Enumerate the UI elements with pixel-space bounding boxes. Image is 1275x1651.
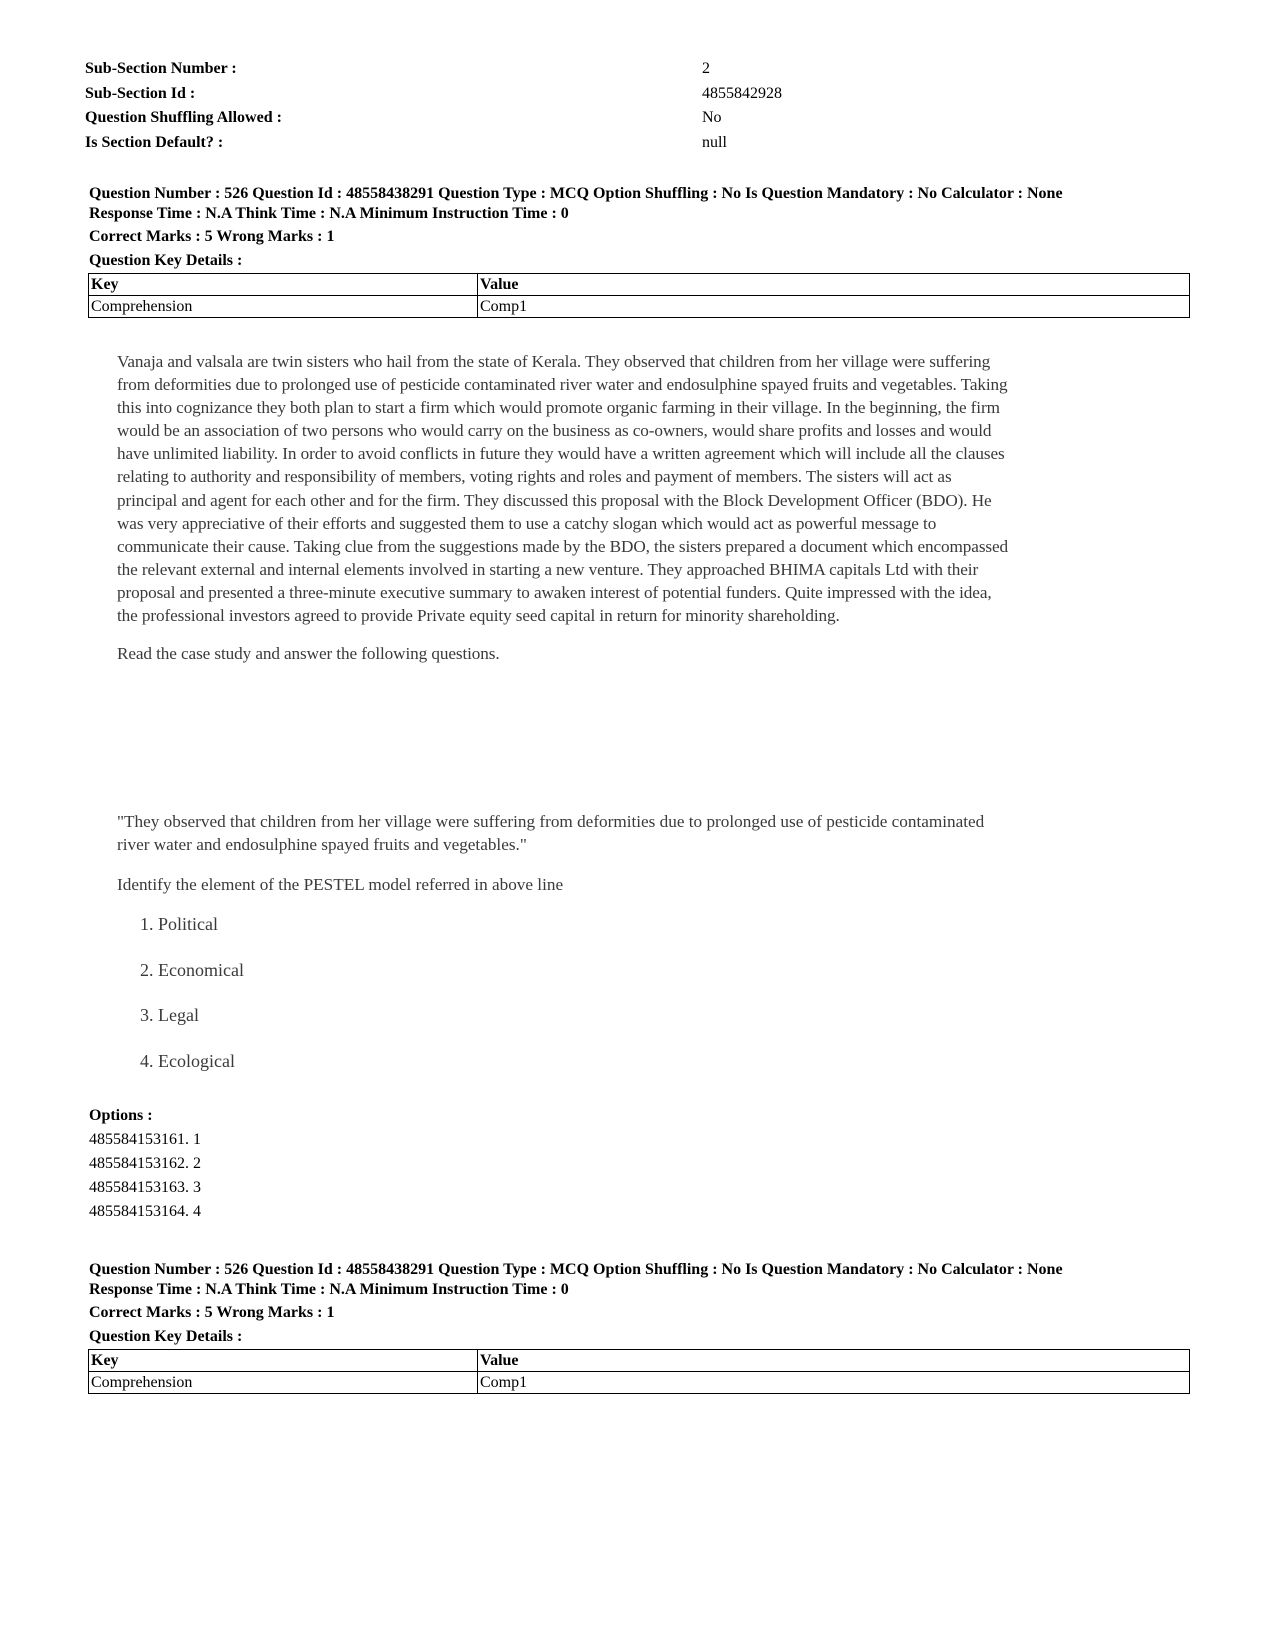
choice-item: 3. Legal <box>140 1005 199 1025</box>
table-header-row <box>89 1350 1190 1372</box>
meta-value: 2 <box>702 60 710 77</box>
meta-key: Sub-Section Id : <box>85 84 196 102</box>
meta-row <box>85 82 1185 107</box>
options-label: Options : <box>89 1107 153 1124</box>
table-cell-key: Comprehension <box>89 296 478 318</box>
table-row <box>89 296 1190 318</box>
meta-key: Question Shuffling Allowed : <box>85 109 282 126</box>
question-prompt: Identify the element of the PESTEL model referred in above line <box>117 875 564 894</box>
choice-item: 2. Economical <box>140 959 244 980</box>
question-key-details-label: Question Key Details : <box>89 1328 243 1345</box>
question-marks: Correct Marks : 5 Wrong Marks : 1 <box>89 1304 335 1321</box>
options-list <box>89 1104 201 1224</box>
question-header-line2: Response Time : N.A Think Time : N.A Minimum Instruction Time : 0 <box>89 204 569 222</box>
quoted-line: "They observed that children from her village were suffering from deformities due to prolonged use of pesticide contaminated river water and endosulphine spayed fruits and vegetables." <box>117 812 985 855</box>
section-meta <box>85 57 1185 155</box>
passage-text: Vanaja and valsala are twin sisters who hail from the state of Kerala. They observed that children from her village were suffering from deformities due to prolonged use of pesticide contaminated river water and endosulphine spayed fruits and vegetables. Taking this into cognizance they both plan to start a firm which would promote organic farming in their village. In the beginning, the firm would be an association of two persons who would carry on the business as co-owners, would share profits and losses and would have unlimited liability. In order to avoid conflicts in future they would have a written agreement which will include all the clauses relating to authority and responsibility of members, voting rights and roles and payment of members. The sisters will act as principal and agent for each other and for the firm. They discussed this proposal with the Block Development Officer (BDO). He was very appreciative of their efforts and suggested them to use a catchy slogan which would act as powerful message to communicate their cause. Taking clue from the suggestions made by the BDO, the sisters prepared a document which encompassed the relevant external and internal elements involved in starting a new venture. They approached BHIMA capitals Ltd with their proposal and presented a three-minute executive summary to awaken interest of potential funders. Quite impressed with the idea, the professional investors agreed to provide Private equity seed capital in return for minority shareholding. <box>117 352 1009 626</box>
table-row <box>89 1372 1190 1394</box>
choice-item: 4. Ecological <box>140 1050 235 1071</box>
question-key-table <box>88 273 1190 318</box>
question-header-line1: Question Number : 526 Question Id : 48558438291 Question Type : MCQ Option Shuffling : No Is Question Mandatory : No Calculator : None <box>89 185 1063 202</box>
meta-key: Sub-Section Number : <box>85 60 237 77</box>
option-item: 485584153161. 1 <box>89 1131 201 1148</box>
meta-row <box>85 131 1185 156</box>
meta-value: null <box>702 133 727 151</box>
meta-value: No <box>702 109 722 126</box>
question-header-line1: Question Number : 526 Question Id : 48558438291 Question Type : MCQ Option Shuffling : No Is Question Mandatory : No Calculator : None <box>89 1261 1063 1278</box>
table-header-value: Value <box>478 1350 1190 1372</box>
table-header-key: Key <box>89 274 478 296</box>
case-study-passage <box>117 350 1012 665</box>
question-key-table <box>88 1349 1190 1394</box>
option-item: 485584153164. 4 <box>89 1203 201 1220</box>
table-header-value: Value <box>478 274 1190 296</box>
question-key-details-label: Question Key Details : <box>89 252 243 269</box>
answer-choices <box>140 912 244 1094</box>
question-block-2 <box>89 1260 1189 1394</box>
table-cell-key: Comprehension <box>89 1372 478 1394</box>
meta-row <box>85 106 1185 131</box>
question-block-1 <box>89 184 1189 318</box>
option-item: 485584153163. 3 <box>89 1179 201 1196</box>
table-header-row <box>89 274 1190 296</box>
question-marks: Correct Marks : 5 Wrong Marks : 1 <box>89 228 335 245</box>
meta-value: 4855842928 <box>702 84 782 102</box>
table-header-key: Key <box>89 1350 478 1372</box>
option-item: 485584153162. 2 <box>89 1155 201 1172</box>
question-header-line2: Response Time : N.A Think Time : N.A Minimum Instruction Time : 0 <box>89 1280 569 1298</box>
meta-row <box>85 57 1185 82</box>
table-cell-value: Comp1 <box>478 1372 1190 1394</box>
table-cell-value: Comp1 <box>478 296 1190 318</box>
choice-item: 1. Political <box>140 914 218 934</box>
meta-key: Is Section Default? : <box>85 133 224 151</box>
passage-instruction: Read the case study and answer the following questions. <box>117 644 500 664</box>
